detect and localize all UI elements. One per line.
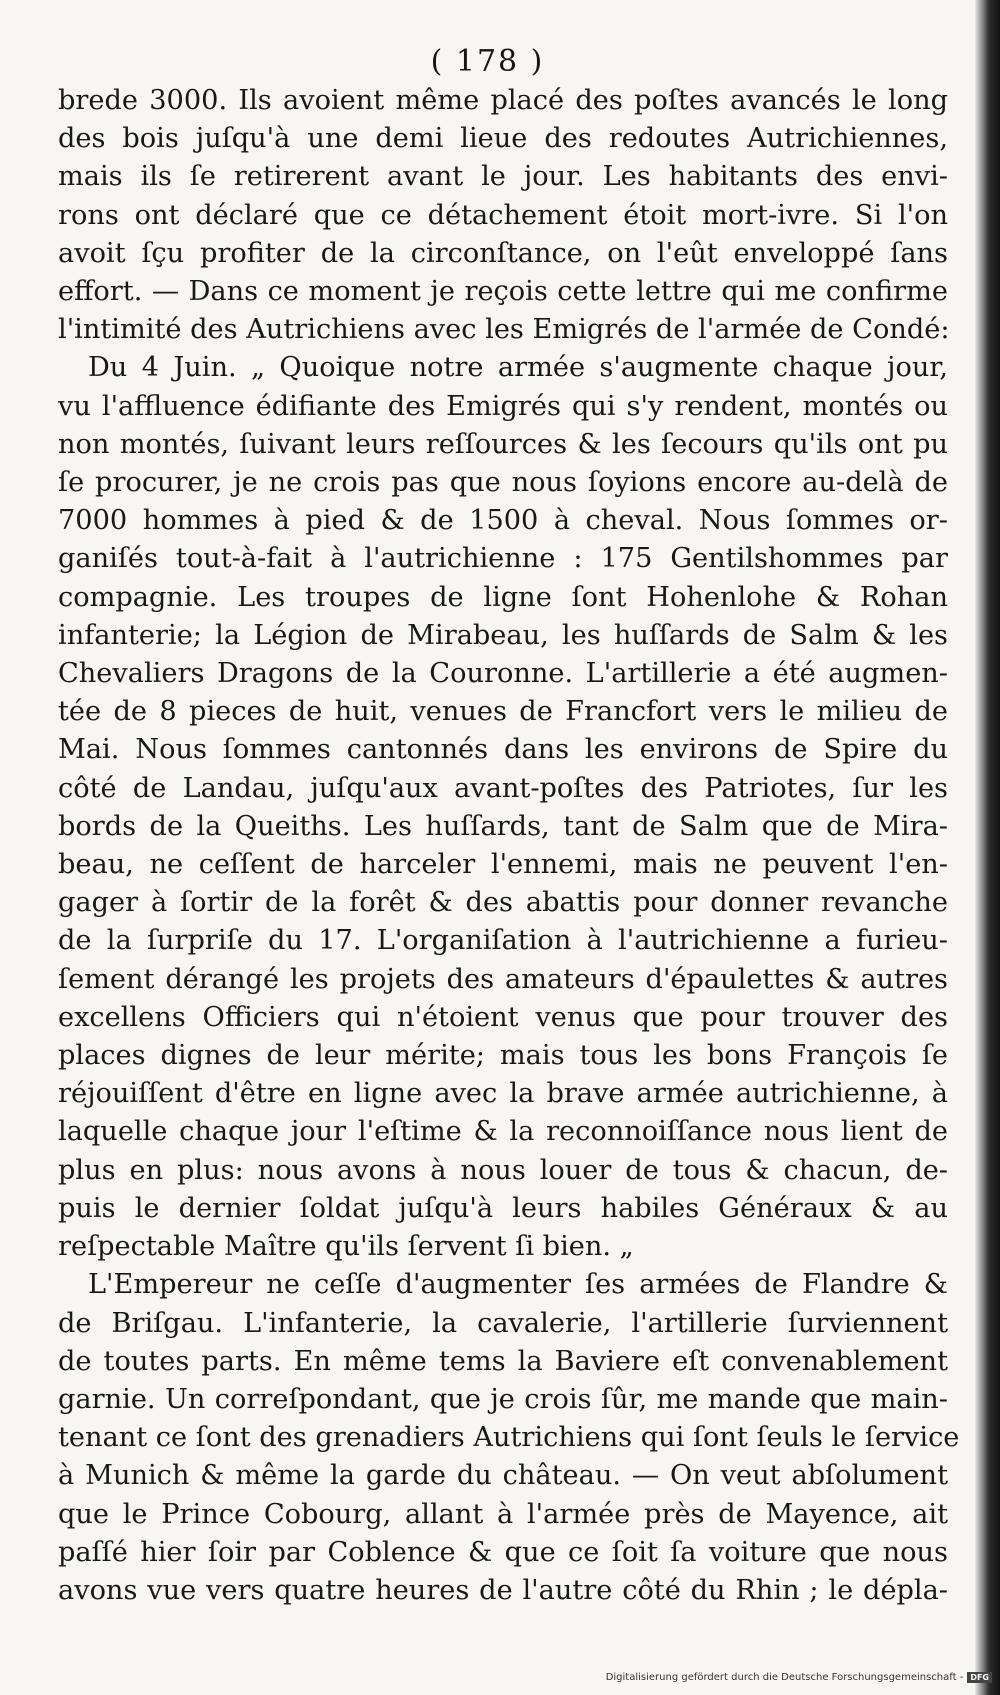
text-line: Mai. Nous ſommes cantonnés dans les environs de Spire du <box>58 734 948 766</box>
text-line: puis le dernier ſoldat juſqu'à leurs habiles Généraux & au <box>58 1192 948 1224</box>
text-line: laquelle chaque jour l'eſtime & la reconnoiſſance nous lient de <box>58 1116 948 1148</box>
text-line: bords de la Queiths. Les huſſards, tant de Salm que de Mira- <box>58 810 948 842</box>
text-line: effort. — Dans ce moment je reçois cette lettre qui me confirme <box>58 276 948 308</box>
text-line: garnie. Un correſpondant, que je crois ſûr, me mande que main- <box>58 1383 948 1415</box>
text-line: ſement dérangé les projets des amateurs d'épaulettes & autres <box>58 963 948 995</box>
text-line: avoit ſçu profiter de la circonſtance, on l'eût enveloppé ſans <box>58 237 948 269</box>
page-number: ( 178 ) <box>430 44 545 79</box>
text-line: L'Empereur ne ceſſe d'augmenter ſes armées de Flandre & <box>88 1269 948 1301</box>
text-line: paſſé hier ſoir par Coblence & que ce ſoit ſa voiture que nous <box>58 1536 948 1568</box>
text-line: plus en plus: nous avons à nous louer de tous & chacun, de- <box>58 1154 948 1186</box>
text-line: tenant ce ſont des grenadiers Autrichiens qui ſont ſeuls le ſervice <box>58 1422 960 1454</box>
text-line: des bois juſqu'à une demi lieue des redoutes Autrichiennes, <box>58 123 948 155</box>
text-line: de toutes parts. En même tems la Baviere eſt convenablement <box>58 1345 948 1377</box>
text-line: gager à ſortir de la forêt & des abattis pour donner revanche <box>58 887 948 919</box>
text-line: mais ils ſe retirerent avant le jour. Les habitants des envi- <box>58 161 948 193</box>
text-line: vu l'affluence édifiante des Emigrés qui s'y rendent, montés ou <box>58 390 948 422</box>
text-line: rons ont déclaré que ce détachement étoit mort-ivre. Si l'on <box>58 199 948 231</box>
text-line: 7000 hommes à pied & de 1500 à cheval. Nous ſommes or- <box>58 505 948 537</box>
text-line: avons vue vers quatre heures de l'autre côté du Rhin ; le dépla- <box>58 1574 948 1606</box>
text-line: infanterie; la Légion de Mirabeau, les huſſards de Salm & les <box>58 619 948 651</box>
text-line: places dignes de leur mérite; mais tous les bons François ſe <box>58 1040 948 1072</box>
book-edge-shadow <box>975 0 1000 1695</box>
text-line: beau, ne ceſſent de harceler l'ennemi, mais ne peuvent l'en- <box>58 849 948 881</box>
text-line: ſe procurer, je ne crois pas que nous ſoyions encore au-delà de <box>58 467 948 499</box>
digitization-footer <box>606 1672 992 1683</box>
text-line: réjouiſſent d'être en ligne avec la brave armée autrichienne, à <box>58 1078 948 1110</box>
text-line: compagnie. Les troupes de ligne ſont Hohenlohe & Rohan <box>58 581 948 613</box>
text-line: l'intimité des Autrichiens avec les Emigrés de l'armée de Condé: <box>58 314 950 346</box>
text-line: reſpectable Maître qu'ils ſervent ſi bien. „ <box>58 1231 634 1263</box>
text-line: de la ſurpriſe du 17. L'organiſation à l'autrichienne a furieu- <box>58 925 948 957</box>
text-line: côté de Landau, juſqu'aux avant-poſtes des Patriotes, ſur les <box>58 772 948 804</box>
text-line: brede 3000. Ils avoient même placé des poſtes avancés le long <box>58 85 948 116</box>
text-line: à Munich & même la garde du château. — On veut abſolument <box>58 1460 948 1492</box>
dfg-logo: DFG <box>967 1672 992 1683</box>
text-line: tée de 8 pieces de huit, venues de Francfort vers le milieu de <box>58 696 948 728</box>
text-line: que le Prince Cobourg, allant à l'armée près de Mayence, ait <box>58 1498 948 1530</box>
text-line: excellens Officiers qui n'étoient venus que pour trouver des <box>58 1001 948 1033</box>
text-line: Du 4 Juin. „ Quoique notre armée s'augmente chaque jour, <box>88 352 948 384</box>
body-text <box>58 82 960 1610</box>
text-line: non montés, ſuivant leurs reſſources & les ſecours qu'ils ont pu <box>58 428 948 460</box>
text-line: de Briſgau. L'infanterie, la cavalerie, l'artillerie ſurviennent <box>58 1307 948 1339</box>
text-line: Chevaliers Dragons de la Couronne. L'artillerie a été augmen- <box>58 658 948 690</box>
text-line: ganiſés tout-à-fait à l'autrichienne : 175 Gentilshommes par <box>58 543 948 575</box>
footer-credit: Digitalisierung gefördert durch die Deutsche Forschungsgemeinschaft - <box>605 1672 964 1683</box>
